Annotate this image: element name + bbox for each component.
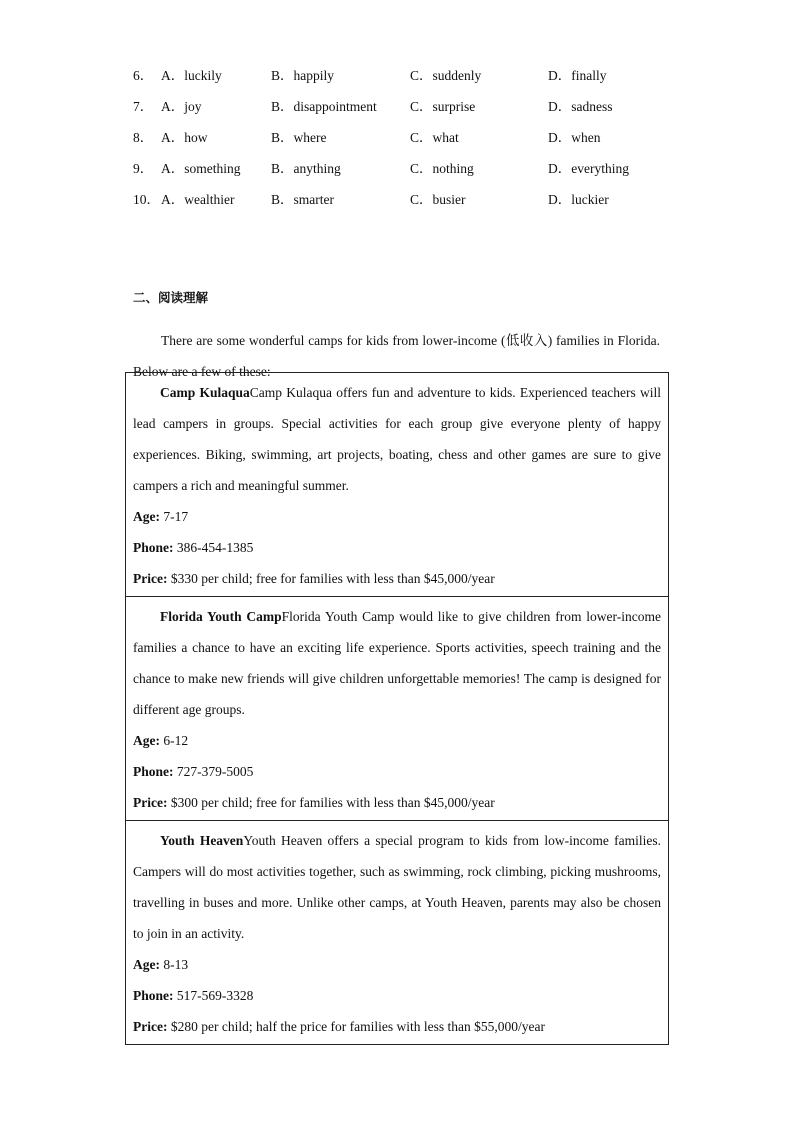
section-title: 二、阅读理解 — [133, 290, 209, 305]
camps-table — [125, 372, 669, 1045]
option-d: D．everything — [548, 161, 629, 176]
camp-price — [133, 563, 661, 594]
phone-label: Phone: — [133, 540, 174, 555]
question-row — [133, 91, 693, 122]
price-value: $330 per child; free for families with less than $45,000/year — [167, 571, 495, 586]
question-row — [133, 122, 693, 153]
camp-description: Camp Kulaqua offers fun and adventure to kids. Experienced teachers will lead campers in groups. Special activities for each group give everyone plenty of happy experiences. Biking, swimming, art projects, boating, chess and other games are sure to give campers a rich and meaningful summer. — [133, 385, 661, 493]
option-c: C．surprise — [410, 99, 476, 114]
age-value: 6-12 — [160, 733, 189, 748]
phone-value: 386-454-1385 — [173, 540, 254, 555]
camp-cell — [126, 820, 668, 1044]
question-row — [133, 60, 693, 91]
question-number: 8． — [133, 130, 154, 145]
option-c: C．what — [410, 130, 459, 145]
camp-name: Camp Kulaqua — [160, 385, 250, 400]
option-a: A．something — [161, 161, 241, 176]
option-d: D．luckier — [548, 192, 609, 207]
question-row — [133, 184, 693, 215]
camp-age — [133, 501, 661, 532]
phone-label: Phone: — [133, 988, 174, 1003]
camp-price — [133, 787, 661, 818]
option-d: D．finally — [548, 68, 607, 83]
phone-value: 517-569-3328 — [173, 988, 254, 1003]
camp-cell — [126, 373, 668, 596]
question-number: 6． — [133, 68, 154, 83]
camp-phone — [133, 756, 661, 787]
option-b: B．smarter — [271, 192, 334, 207]
option-a: A．luckily — [161, 68, 222, 83]
price-label: Price: — [133, 795, 168, 810]
option-c: C．nothing — [410, 161, 474, 176]
multiple-choice-options — [133, 60, 693, 215]
price-label: Price: — [133, 1019, 168, 1034]
camp-description: Youth Heaven offers a special program to kids from low-income families. Campers will do most activities together, such as swimming, rock climbing, picking mushrooms, travelling in buses and more. Unlike other camps, at Youth Heaven, parents may also be chosen to join in an activity. — [133, 833, 661, 941]
option-c: C．suddenly — [410, 68, 482, 83]
camp-age — [133, 949, 661, 980]
camp-phone — [133, 980, 661, 1011]
question-number: 7． — [133, 99, 154, 114]
option-b: B．where — [271, 130, 327, 145]
intro-paragraph: There are some wonderful camps for kids from lower-income (低收入) families in Florida. Below are a few of these: — [133, 332, 660, 379]
camp-description-paragraph — [133, 377, 661, 501]
age-label: Age: — [133, 509, 160, 524]
question-number: 10． — [133, 192, 160, 207]
option-d: D．sadness — [548, 99, 613, 114]
age-label: Age: — [133, 957, 160, 972]
phone-label: Phone: — [133, 764, 174, 779]
price-value: $300 per child; free for families with less than $45,000/year — [167, 795, 495, 810]
option-a: A．wealthier — [161, 192, 235, 207]
question-number: 9． — [133, 161, 154, 176]
camp-price — [133, 1011, 661, 1042]
age-value: 7-17 — [160, 509, 189, 524]
option-d: D．when — [548, 130, 601, 145]
phone-value: 727-379-5005 — [173, 764, 254, 779]
option-c: C．busier — [410, 192, 466, 207]
camp-phone — [133, 532, 661, 563]
camp-description-paragraph — [133, 825, 661, 949]
camp-description-paragraph — [133, 601, 661, 725]
option-a: A．how — [161, 130, 208, 145]
option-b: B．happily — [271, 68, 334, 83]
price-label: Price: — [133, 571, 168, 586]
camp-cell — [126, 596, 668, 820]
camp-description: Florida Youth Camp would like to give children from lower-income families a chance to have an exciting life experience. Sports activities, speech training and the chance to make new friends will give children unforgettable memories! The camp is designed for different age groups. — [133, 609, 661, 717]
camp-age — [133, 725, 661, 756]
age-label: Age: — [133, 733, 160, 748]
option-a: A．joy — [161, 99, 202, 114]
camp-name: Youth Heaven — [160, 833, 244, 848]
option-b: B．disappointment — [271, 99, 377, 114]
question-row — [133, 153, 693, 184]
camp-name: Florida Youth Camp — [160, 609, 282, 624]
price-value: $280 per child; half the price for families with less than $55,000/year — [167, 1019, 545, 1034]
option-b: B．anything — [271, 161, 341, 176]
age-value: 8-13 — [160, 957, 189, 972]
